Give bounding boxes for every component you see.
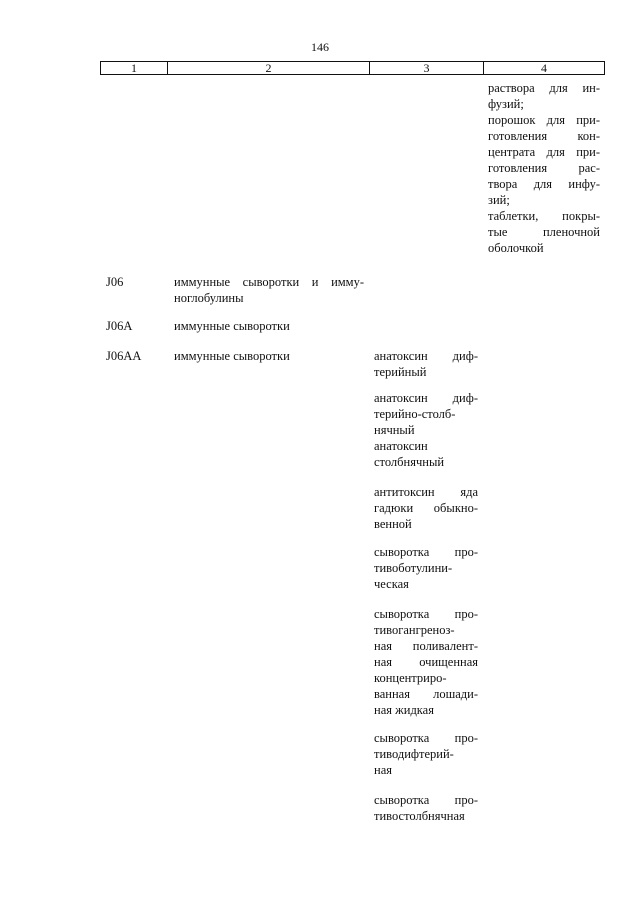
- form-line: зий;: [488, 193, 510, 207]
- drug-line: сыворотка про-: [374, 607, 478, 621]
- atc-group-name: [174, 274, 364, 306]
- atc-code: J06A: [106, 319, 133, 333]
- drug-line: тивогангреноз-: [374, 623, 455, 637]
- drug-line: антитоксин яда: [374, 485, 478, 499]
- drug-entry: [374, 390, 478, 438]
- drug-line: ная жидкая: [374, 703, 434, 717]
- drug-line: анатоксин диф-: [374, 391, 478, 405]
- drug-entry: [374, 544, 478, 592]
- form-line: готовления кон-: [488, 129, 600, 143]
- header-col-4: 4: [484, 62, 605, 74]
- form-line: центрата для при-: [488, 145, 600, 159]
- header-col-2: 2: [168, 62, 370, 74]
- drug-line: тиводифтерий-: [374, 747, 454, 761]
- drug-line: терийно-столб-: [374, 407, 456, 421]
- drug-entry: [374, 792, 478, 824]
- form-line: тые пленочной: [488, 225, 600, 239]
- drug-entry: [374, 348, 478, 380]
- drug-line: нячный: [374, 423, 415, 437]
- form-line: фузий;: [488, 97, 524, 111]
- atc-code: J06: [106, 275, 124, 289]
- drug-line: ная: [374, 763, 392, 777]
- atc-group-name: [174, 318, 364, 334]
- drug-line: ная очищенная: [374, 655, 478, 669]
- dosage-forms-continued: [488, 80, 600, 256]
- atc-code: J06AA: [106, 349, 142, 363]
- drug-line: ная поливалент-: [374, 639, 478, 653]
- form-line: раствора для ин-: [488, 81, 600, 95]
- name-line: иммунные сыворотки: [174, 349, 290, 363]
- form-line: твора для инфу-: [488, 177, 600, 191]
- drug-line: сыворотка про-: [374, 731, 478, 745]
- drug-entry: [374, 606, 478, 718]
- form-line: оболочкой: [488, 241, 544, 255]
- drug-line: терийный: [374, 365, 427, 379]
- header-col-1: 1: [101, 62, 168, 74]
- drug-entry: [374, 484, 478, 532]
- drug-entry: [374, 438, 478, 470]
- drug-line: гадюки обыкно-: [374, 501, 478, 515]
- drug-line: столбнячный: [374, 455, 445, 469]
- drug-entry: [374, 730, 478, 778]
- form-line: готовления рас-: [488, 161, 600, 175]
- name-line: ноглобулины: [174, 291, 244, 305]
- name-line: иммунные сыворотки: [174, 319, 290, 333]
- drug-line: анатоксин: [374, 439, 428, 453]
- drug-line: венной: [374, 517, 412, 531]
- drug-line: сыворотка про-: [374, 545, 478, 559]
- drug-line: ванная лошади-: [374, 687, 478, 701]
- drug-line: тивоботулини-: [374, 561, 453, 575]
- page-number: 146: [311, 40, 329, 54]
- drug-line: тивостолбнячная: [374, 809, 465, 823]
- name-line: иммунные сыворотки и имму-: [174, 275, 364, 289]
- drug-line: сыворотка про-: [374, 793, 478, 807]
- form-line: порошок для при-: [488, 113, 600, 127]
- header-col-3: 3: [370, 62, 484, 74]
- drug-line: концентриро-: [374, 671, 447, 685]
- drug-line: анатоксин диф-: [374, 349, 478, 363]
- table-header-row: [100, 61, 605, 75]
- form-line: таблетки, покры-: [488, 209, 600, 223]
- drug-line: ческая: [374, 577, 409, 591]
- atc-group-name: [174, 348, 364, 364]
